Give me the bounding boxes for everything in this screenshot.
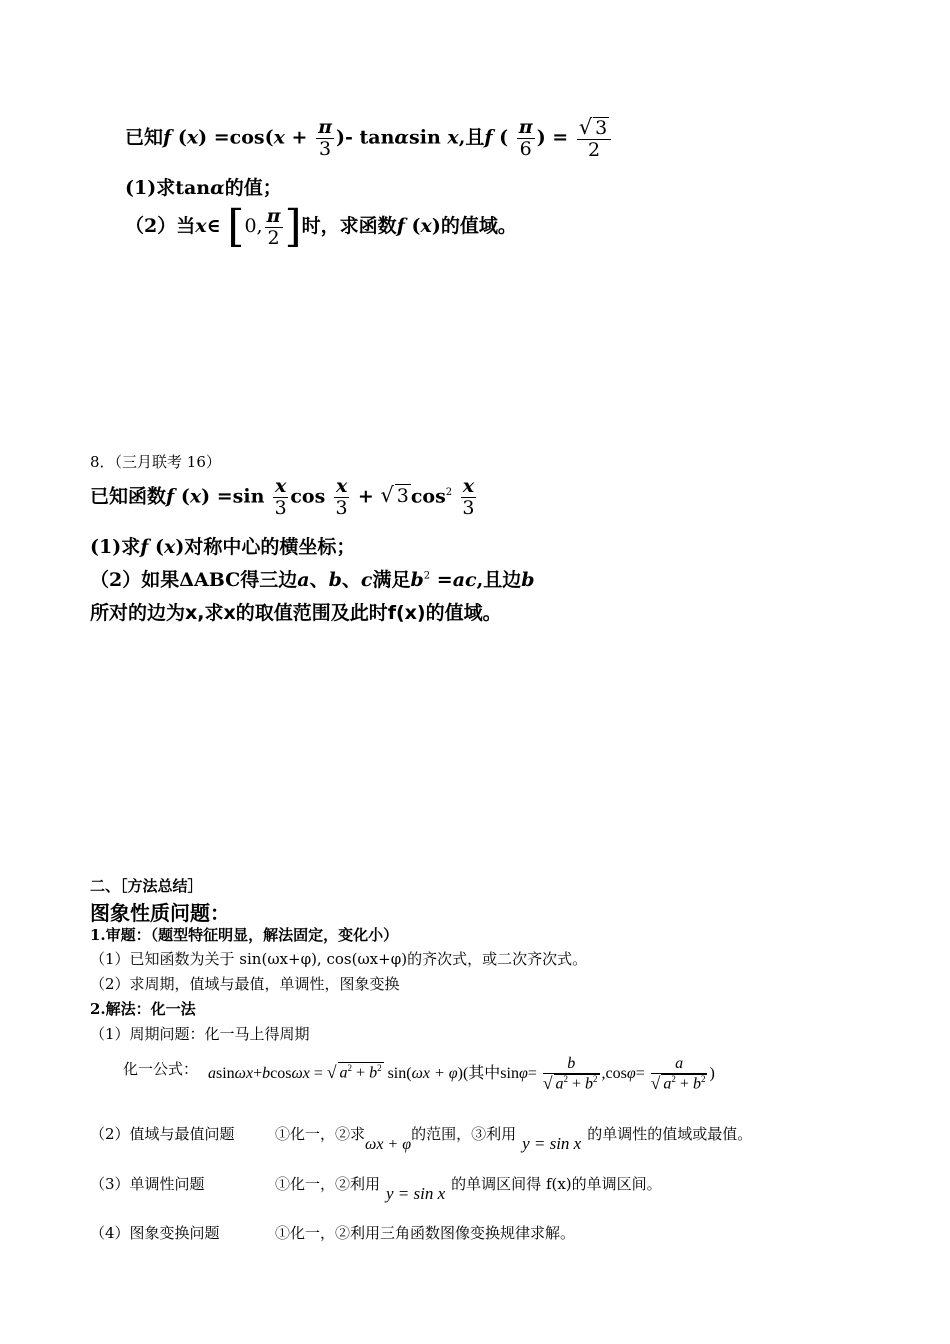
p7-frac-sqrt3-2: $\frac{√ 3}{2}$ (577, 116, 611, 161)
rad-plus: + (352, 1064, 370, 1082)
p7-pi2: π (518, 116, 533, 139)
item4-label: （4）图象变换问题 (90, 1224, 220, 1242)
p7-part2-b: 时，求函数 (301, 215, 397, 237)
formula-eq3: = (635, 1064, 645, 1082)
frac-b-sq1: 2 (563, 1074, 568, 1085)
problem8-header: 8．（三月联考 16） (90, 453, 221, 471)
formula-cos: cos (270, 1064, 292, 1082)
p7-f2: f (484, 126, 493, 149)
p7-frac-pi3 (316, 117, 334, 160)
frac-b-num: b (543, 1055, 600, 1074)
frac-b-b: b (585, 1075, 594, 1093)
formula-wxphi: ωx + φ (411, 1064, 458, 1082)
formula-frac-a: $\frac{a}{√ a^2 + b^2}$ (650, 1055, 706, 1093)
p7-zero: 0, (244, 215, 263, 237)
frac-b-sq2: 2 (593, 1074, 598, 1085)
formula-radical: √ $a^2 + b^2$ (326, 1061, 382, 1082)
p8-sep2: 、 (341, 569, 361, 591)
item3-label: （3）单调性问题 (90, 1175, 205, 1193)
p8-b3: b (521, 569, 535, 591)
p8-part2-d: ,且边 (476, 569, 522, 591)
p8-sq2: 2 (423, 570, 431, 582)
p8-a: a (297, 569, 310, 591)
p8-sqrt: √ 3 (380, 483, 409, 508)
p7-six: 6 (519, 137, 532, 160)
p8-line1-b: ) =sin (201, 485, 265, 508)
p7-part2-a: （2）当 (125, 215, 196, 237)
formula-expr (208, 1055, 715, 1093)
frac-a-b: b (692, 1075, 701, 1093)
formula-label: 化一公式： (123, 1060, 199, 1078)
rad-a: a (339, 1064, 348, 1082)
p7-x3: x (447, 126, 459, 149)
p8-part2-c: = (430, 569, 453, 591)
item4-body: ①化一，②利用三角函数图像变换规律求解。 (275, 1224, 576, 1242)
p8-c: c (360, 569, 373, 591)
frac-a-plus: + (675, 1075, 693, 1093)
p8-cos2: cos (410, 485, 446, 508)
formula-frac-b: $\frac{b}{√ a^2 + b^2}$ (542, 1055, 598, 1093)
p7-alpha: α (394, 126, 410, 149)
formula-cos2: ,cos (601, 1064, 627, 1082)
formula-b: b (262, 1064, 271, 1082)
summary-h1-2: （2）求周期，值域与最值，单调性，图象变换 (90, 975, 400, 993)
item2-ysinx: y = sin x (522, 1134, 582, 1153)
formula-wx2: ωx (291, 1064, 310, 1082)
formula-eq: = (313, 1064, 323, 1082)
p8-three: 3 (274, 496, 287, 519)
p8-x3: x (335, 475, 348, 497)
p7-alpha2: α (210, 177, 225, 199)
rad-sq-a: 2 (347, 1063, 353, 1074)
formula-sin: sin (216, 1064, 235, 1082)
item2-body (275, 1123, 753, 1153)
p8-three2: 3 (335, 496, 348, 519)
p7-eq-e: ,且 (458, 126, 485, 149)
p8-frac-x3a (273, 476, 288, 519)
p8-part2-b: 满足 (372, 569, 411, 591)
p7-pi: π (318, 116, 333, 139)
frac-a-a: a (663, 1075, 672, 1093)
p7-x: x (186, 126, 199, 149)
p7-part2-c: 的值域。 (440, 215, 517, 237)
formula-sin2: sin( (387, 1064, 412, 1082)
p7-f3: f (396, 215, 405, 237)
p7-two: 2 (588, 138, 601, 161)
formula-phi: φ (518, 1064, 528, 1082)
p7-f: f (163, 126, 172, 149)
p7-eq-f: ( (492, 126, 509, 149)
summary-title: 图象性质问题： (90, 901, 230, 925)
p8-line1-a: 已知函数 (90, 485, 167, 508)
item3-a: ①化一，②利用 (275, 1175, 381, 1193)
p7-pi3: π (266, 204, 281, 227)
summary-section: 二、［方法总结］ (90, 877, 203, 895)
problem8-line4: 所对的边为x,求x的取值范围及此时f(x)的值域。 (90, 602, 502, 624)
p8-plus: + (351, 485, 374, 508)
summary-h2: 2.解法：化一法 (90, 1000, 196, 1018)
summary-h2-1: （1）周期问题：化一马上得周期 (90, 1025, 310, 1043)
p8-sep1: 、 (309, 569, 329, 591)
p7-rbracket: ] (284, 201, 302, 252)
p8-part2-a: （2）如果ΔABC得三边 (90, 569, 298, 591)
rad-sq-b: 2 (377, 1063, 382, 1074)
p8-f: f (166, 485, 175, 508)
problem8-line1: 已知函数f (x) =sin $\frac{x}{3}$ cos $\frac{x}{3}$ + √ 3 $\cos^2$ $\frac{x}{3}$ (90, 475, 475, 519)
formula-a: a (208, 1064, 216, 1082)
item3-ysinx: y = sin x (386, 1184, 446, 1203)
p8-three3: 3 (462, 496, 475, 519)
p8-part1-b: 对称中心的横坐标； (184, 536, 356, 558)
p7-two2: 2 (267, 226, 280, 249)
p7-three: 3 (319, 137, 332, 160)
p8-part1-a: (1)求 (90, 536, 141, 558)
p7-part1-tail: 的值； (224, 177, 282, 199)
p7-frac-pi2 (265, 206, 283, 249)
formula-plus: + (253, 1064, 263, 1082)
item2-c: 的单调性的值域或最值。 (587, 1125, 753, 1143)
formula-wx: ωx (234, 1064, 254, 1082)
p8-sq: 2 (445, 487, 453, 499)
formula-close: ) (709, 1064, 715, 1082)
p8-x4: x (462, 475, 475, 497)
p7-x5: x (420, 215, 432, 237)
p8-sqrt3: 3 (396, 485, 409, 508)
item2-label: （2）值域与最值问题 (90, 1125, 235, 1143)
rad-b: b (369, 1064, 378, 1082)
item3-b: 的单调区间得 f(x)的单调区间。 (451, 1175, 662, 1193)
formula-phi2: φ (626, 1064, 636, 1082)
p8-ac: ac (452, 569, 477, 591)
p8-cos: cos (290, 485, 326, 508)
problem8-part1: (1)求f (x)对称中心的横坐标； (90, 536, 356, 558)
frac-b-plus: + (568, 1075, 586, 1093)
p8-b: b (328, 569, 342, 591)
frac-a-num: a (651, 1055, 708, 1074)
p7-eq-g: ) = (536, 126, 569, 149)
p7-lbracket: [ (227, 201, 245, 252)
item3-body (275, 1173, 662, 1203)
problem8-part2 (90, 565, 535, 592)
p8-x2: x (275, 475, 287, 497)
p7-eq-b: + (284, 126, 308, 149)
p7-x4: x (195, 215, 207, 237)
p8-x5: x (164, 536, 176, 558)
p7-part1: (1)求tan (125, 177, 211, 199)
p7-eq-a: ) =cos( (198, 126, 274, 149)
frac-a-sq1: 2 (671, 1074, 676, 1085)
frac-b-a: a (555, 1075, 564, 1093)
p7-prefix: 已知 (125, 126, 164, 149)
summary-h1: 1.审题：（题型特征明显，解法固定，变化小） (90, 926, 399, 944)
p7-sqrt3: 3 (595, 117, 608, 139)
p7-eq-d: sin (409, 126, 448, 149)
problem7-part2: （2）当x∈ [0, $\frac{\pi}{2}$ ]时，求函数f (x)的值域。 (125, 201, 517, 252)
p7-frac-pi6 (517, 117, 535, 160)
p7-eq-c: )- tan (336, 126, 395, 149)
p8-frac-x3b (334, 476, 349, 519)
frac-a-sq2: 2 (700, 1074, 706, 1085)
item2-b: 的范围，③利用 (411, 1125, 517, 1143)
summary-h1-1: （1）已知函数为关于 sin(ωx+φ), cos(ωx+φ)的齐次式，或二次齐次式。 (90, 950, 588, 968)
p8-frac-x3c (461, 476, 476, 519)
formula-eq2: = (527, 1064, 537, 1082)
problem7-line1: 已知f (x) =cos(x + $\frac{\pi}{3}$ )- tanαsin x,且f ( $\frac{\pi}{6}$ ) = $\frac{√ 3}{2}$ (125, 116, 613, 161)
problem7-part1 (125, 173, 282, 200)
p7-in: ∈ (206, 215, 221, 237)
formula-qizhong: )(其中sin (457, 1064, 519, 1082)
p8-f2: f (140, 536, 149, 558)
p7-x2: x (273, 126, 285, 149)
p8-x: x (189, 485, 202, 508)
formula-line (123, 1058, 198, 1079)
item2-expr: ωx + φ (365, 1136, 412, 1153)
item2-a: ①化一，②求 (275, 1125, 366, 1143)
p8-b2: b (410, 569, 424, 591)
